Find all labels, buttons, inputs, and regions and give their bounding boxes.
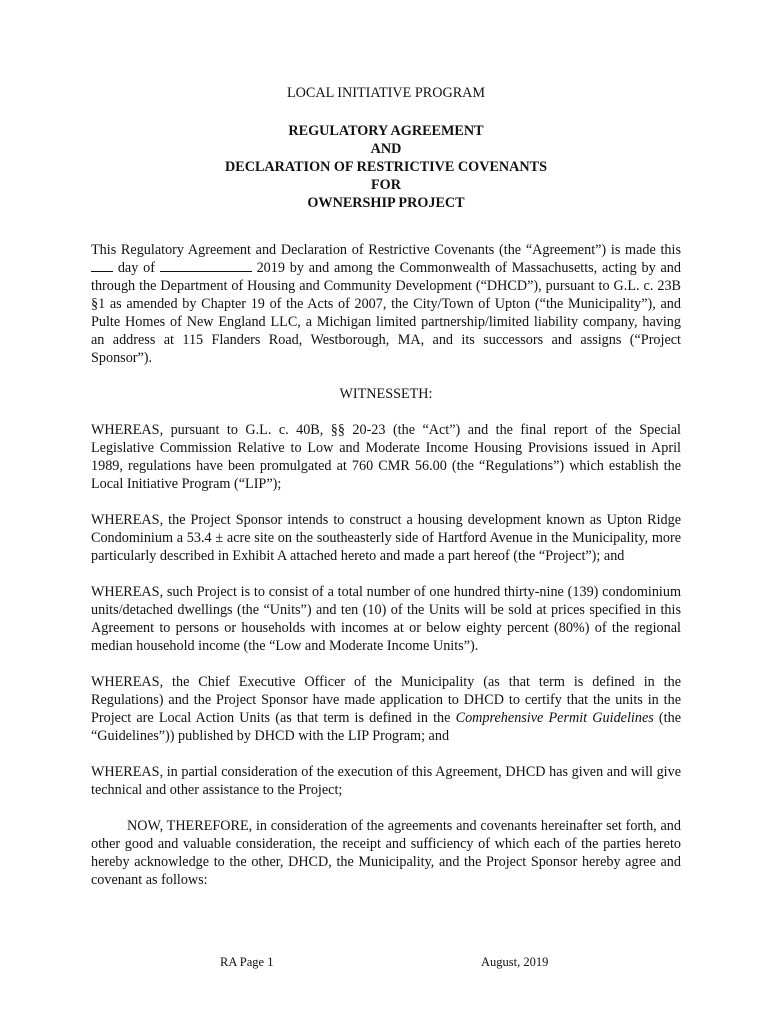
whereas-paragraph-3: WHEREAS, such Project is to consist of a total number of one hundred thirty-nine (139) condominium units/detached dwellings (the “Units”) and ten (10) of the Units will be sold at prices specified in this Agreement to persons or households with incomes at or below eighty percent (80%) of the regional median household income (the “Low and Moderate Income Units”). (91, 584, 681, 654)
whereas-paragraph-1: WHEREAS, pursuant to G.L. c. 40B, §§ 20-23 (the “Act”) and the final report of the Special Legislative Commission Relative to Low and Moderate Income Housing Provisions issued in April 1989, regulations have been promulgated at 760 CMR 56.00 (the “Regulations”) which establish the Local Initiative Program (“LIP”); (91, 422, 681, 492)
witnesseth-heading: WITNESSETH: (339, 386, 433, 402)
month-blank (160, 259, 252, 272)
whereas-paragraph-5: WHEREAS, in partial consideration of the execution of this Agreement, DHCD has given and will give technical and other assistance to the Project; (91, 764, 681, 798)
intro-text-1: This Regulatory Agreement and Declaration of Restrictive Covenants (the “Agreement”) is made this (91, 242, 681, 258)
document-title (91, 122, 681, 212)
intro-text-2: day of (113, 260, 160, 276)
whereas-4-text-1: WHEREAS, the Chief Executive Officer of the Municipality (as that term is defined in the Regulations) and the Project Sponsor have made application to DHCD to certify that the units in the Project are Local Action Units (as that term is defined in the (91, 674, 681, 726)
program-label: LOCAL INITIATIVE PROGRAM (286, 85, 486, 101)
footer-date: August, 2019 (481, 955, 549, 969)
intro-paragraph (91, 241, 681, 367)
now-therefore-paragraph: NOW, THEREFORE, in consideration of the agreements and covenants hereinafter set forth, and other good and valuable consideration, the receipt and sufficiency of which each of the parties hereto hereby acknowledge to the other, DHCD, the Municipality, and the Project Sponsor hereby agree and covenant as follows: (91, 818, 681, 888)
whereas-paragraph-4 (91, 673, 681, 745)
title-line: FOR (371, 177, 401, 193)
title-line: OWNERSHIP PROJECT (307, 195, 465, 211)
guidelines-title: Comprehensive Permit Guidelines (455, 710, 654, 726)
whereas-paragraph-2: WHEREAS, the Project Sponsor intends to construct a housing development known as Upton Ridge Condominium a 53.4 ± acre site on the southeasterly side of Hartford Avenue in the Municipality, more particularly described in Exhibit A attached hereto and made a part hereof (the “Project”); and (91, 512, 681, 564)
document-body (91, 84, 681, 889)
title-line: DECLARATION OF RESTRICTIVE COVENANTS (224, 159, 548, 175)
whereas-4-text-2: (the “Guidelines”)) published by DHCD with the LIP Program; and (91, 710, 681, 744)
title-line: REGULATORY AGREEMENT (288, 123, 484, 139)
page-number: RA Page 1 (220, 955, 274, 969)
title-line: AND (370, 141, 402, 157)
intro-text-3: 2019 by and among the Commonwealth of Massachusetts, acting by and through the Department of Housing and Community Development (“DHCD”), pursuant to G.L. c. 23B §1 as amended by Chapter 19 of the Acts of 2007, the City/Town of Upton (“the Municipality”), and Pulte Homes of New England LLC, a Michigan limited partnership/limited liability company, having an address at 115 Flanders Road, Westborough, MA, and its successors and assigns (“Project Sponsor”). (91, 260, 681, 366)
day-blank (91, 259, 113, 272)
